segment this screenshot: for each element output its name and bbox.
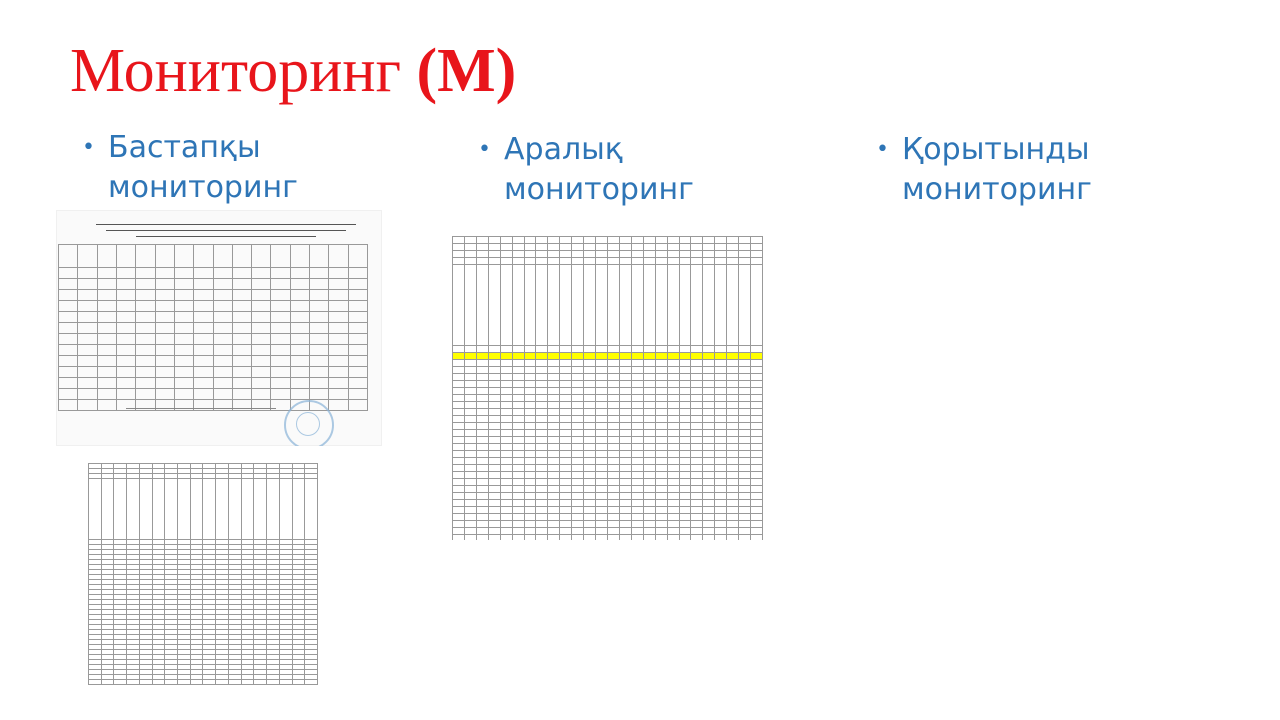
table-row bbox=[453, 535, 763, 541]
intermediate-monitoring-document-image bbox=[452, 236, 763, 540]
table-row bbox=[453, 346, 763, 353]
table-row bbox=[59, 290, 368, 301]
table-row bbox=[59, 301, 368, 312]
bullet-intermediate-monitoring bbox=[478, 130, 694, 210]
slide-title bbox=[70, 36, 516, 107]
table-row bbox=[453, 381, 763, 388]
bullet-line2: мониторинг bbox=[504, 172, 694, 207]
bullet-line1: Бастапқы bbox=[108, 130, 261, 165]
table-row bbox=[453, 514, 763, 521]
bullet-line1: Аралық bbox=[504, 132, 623, 167]
initial-monitoring-table bbox=[58, 244, 368, 411]
table-row bbox=[453, 472, 763, 479]
table-row bbox=[453, 479, 763, 486]
table-row bbox=[453, 237, 763, 244]
table-row bbox=[453, 507, 763, 514]
table-row bbox=[453, 251, 763, 258]
table-row bbox=[453, 388, 763, 395]
table-row bbox=[453, 402, 763, 409]
intermediate-monitoring-table bbox=[452, 236, 763, 540]
table-row bbox=[59, 245, 368, 268]
table-row bbox=[453, 528, 763, 535]
table-row bbox=[59, 312, 368, 323]
table-row bbox=[453, 360, 763, 367]
table-row bbox=[59, 334, 368, 345]
bullet-line2: мониторинг bbox=[108, 170, 298, 205]
table-row bbox=[453, 500, 763, 507]
table-row bbox=[453, 244, 763, 251]
final-monitoring-document-image bbox=[88, 463, 318, 685]
table-row bbox=[453, 395, 763, 402]
table-row bbox=[59, 389, 368, 400]
table-row bbox=[453, 374, 763, 381]
table-row bbox=[453, 493, 763, 500]
table-row bbox=[453, 521, 763, 528]
initial-monitoring-document-image bbox=[56, 210, 382, 446]
table-row bbox=[453, 409, 763, 416]
table-row bbox=[453, 258, 763, 265]
bullet-dot: • bbox=[876, 137, 889, 162]
table-row bbox=[453, 444, 763, 451]
table-row bbox=[59, 367, 368, 378]
table-row bbox=[453, 458, 763, 465]
table-row bbox=[453, 430, 763, 437]
table-row bbox=[89, 479, 318, 540]
bullet-dot: • bbox=[82, 135, 95, 160]
table-row bbox=[453, 486, 763, 493]
table-row bbox=[453, 265, 763, 346]
title-main: Мониторинг bbox=[70, 37, 417, 105]
table-row bbox=[59, 345, 368, 356]
table-row bbox=[453, 367, 763, 374]
bullet-line1: Қорытынды bbox=[902, 132, 1090, 167]
table-row bbox=[453, 465, 763, 472]
bullet-final-monitoring bbox=[876, 130, 1092, 210]
table-row bbox=[453, 353, 763, 360]
table-row bbox=[89, 685, 318, 686]
bullet-dot: • bbox=[478, 137, 491, 162]
table-row bbox=[59, 268, 368, 279]
table-row bbox=[59, 378, 368, 389]
table-row bbox=[453, 451, 763, 458]
table-row bbox=[59, 323, 368, 334]
table-row bbox=[453, 437, 763, 444]
table-row bbox=[59, 356, 368, 367]
bullet-line2: мониторинг bbox=[902, 172, 1092, 207]
table-row bbox=[453, 416, 763, 423]
table-row bbox=[59, 279, 368, 290]
bullet-initial-monitoring bbox=[82, 128, 298, 208]
title-paren: (М) bbox=[416, 37, 517, 105]
table-row bbox=[453, 423, 763, 430]
final-monitoring-table bbox=[88, 463, 318, 685]
seal-stamp-icon bbox=[284, 400, 334, 446]
